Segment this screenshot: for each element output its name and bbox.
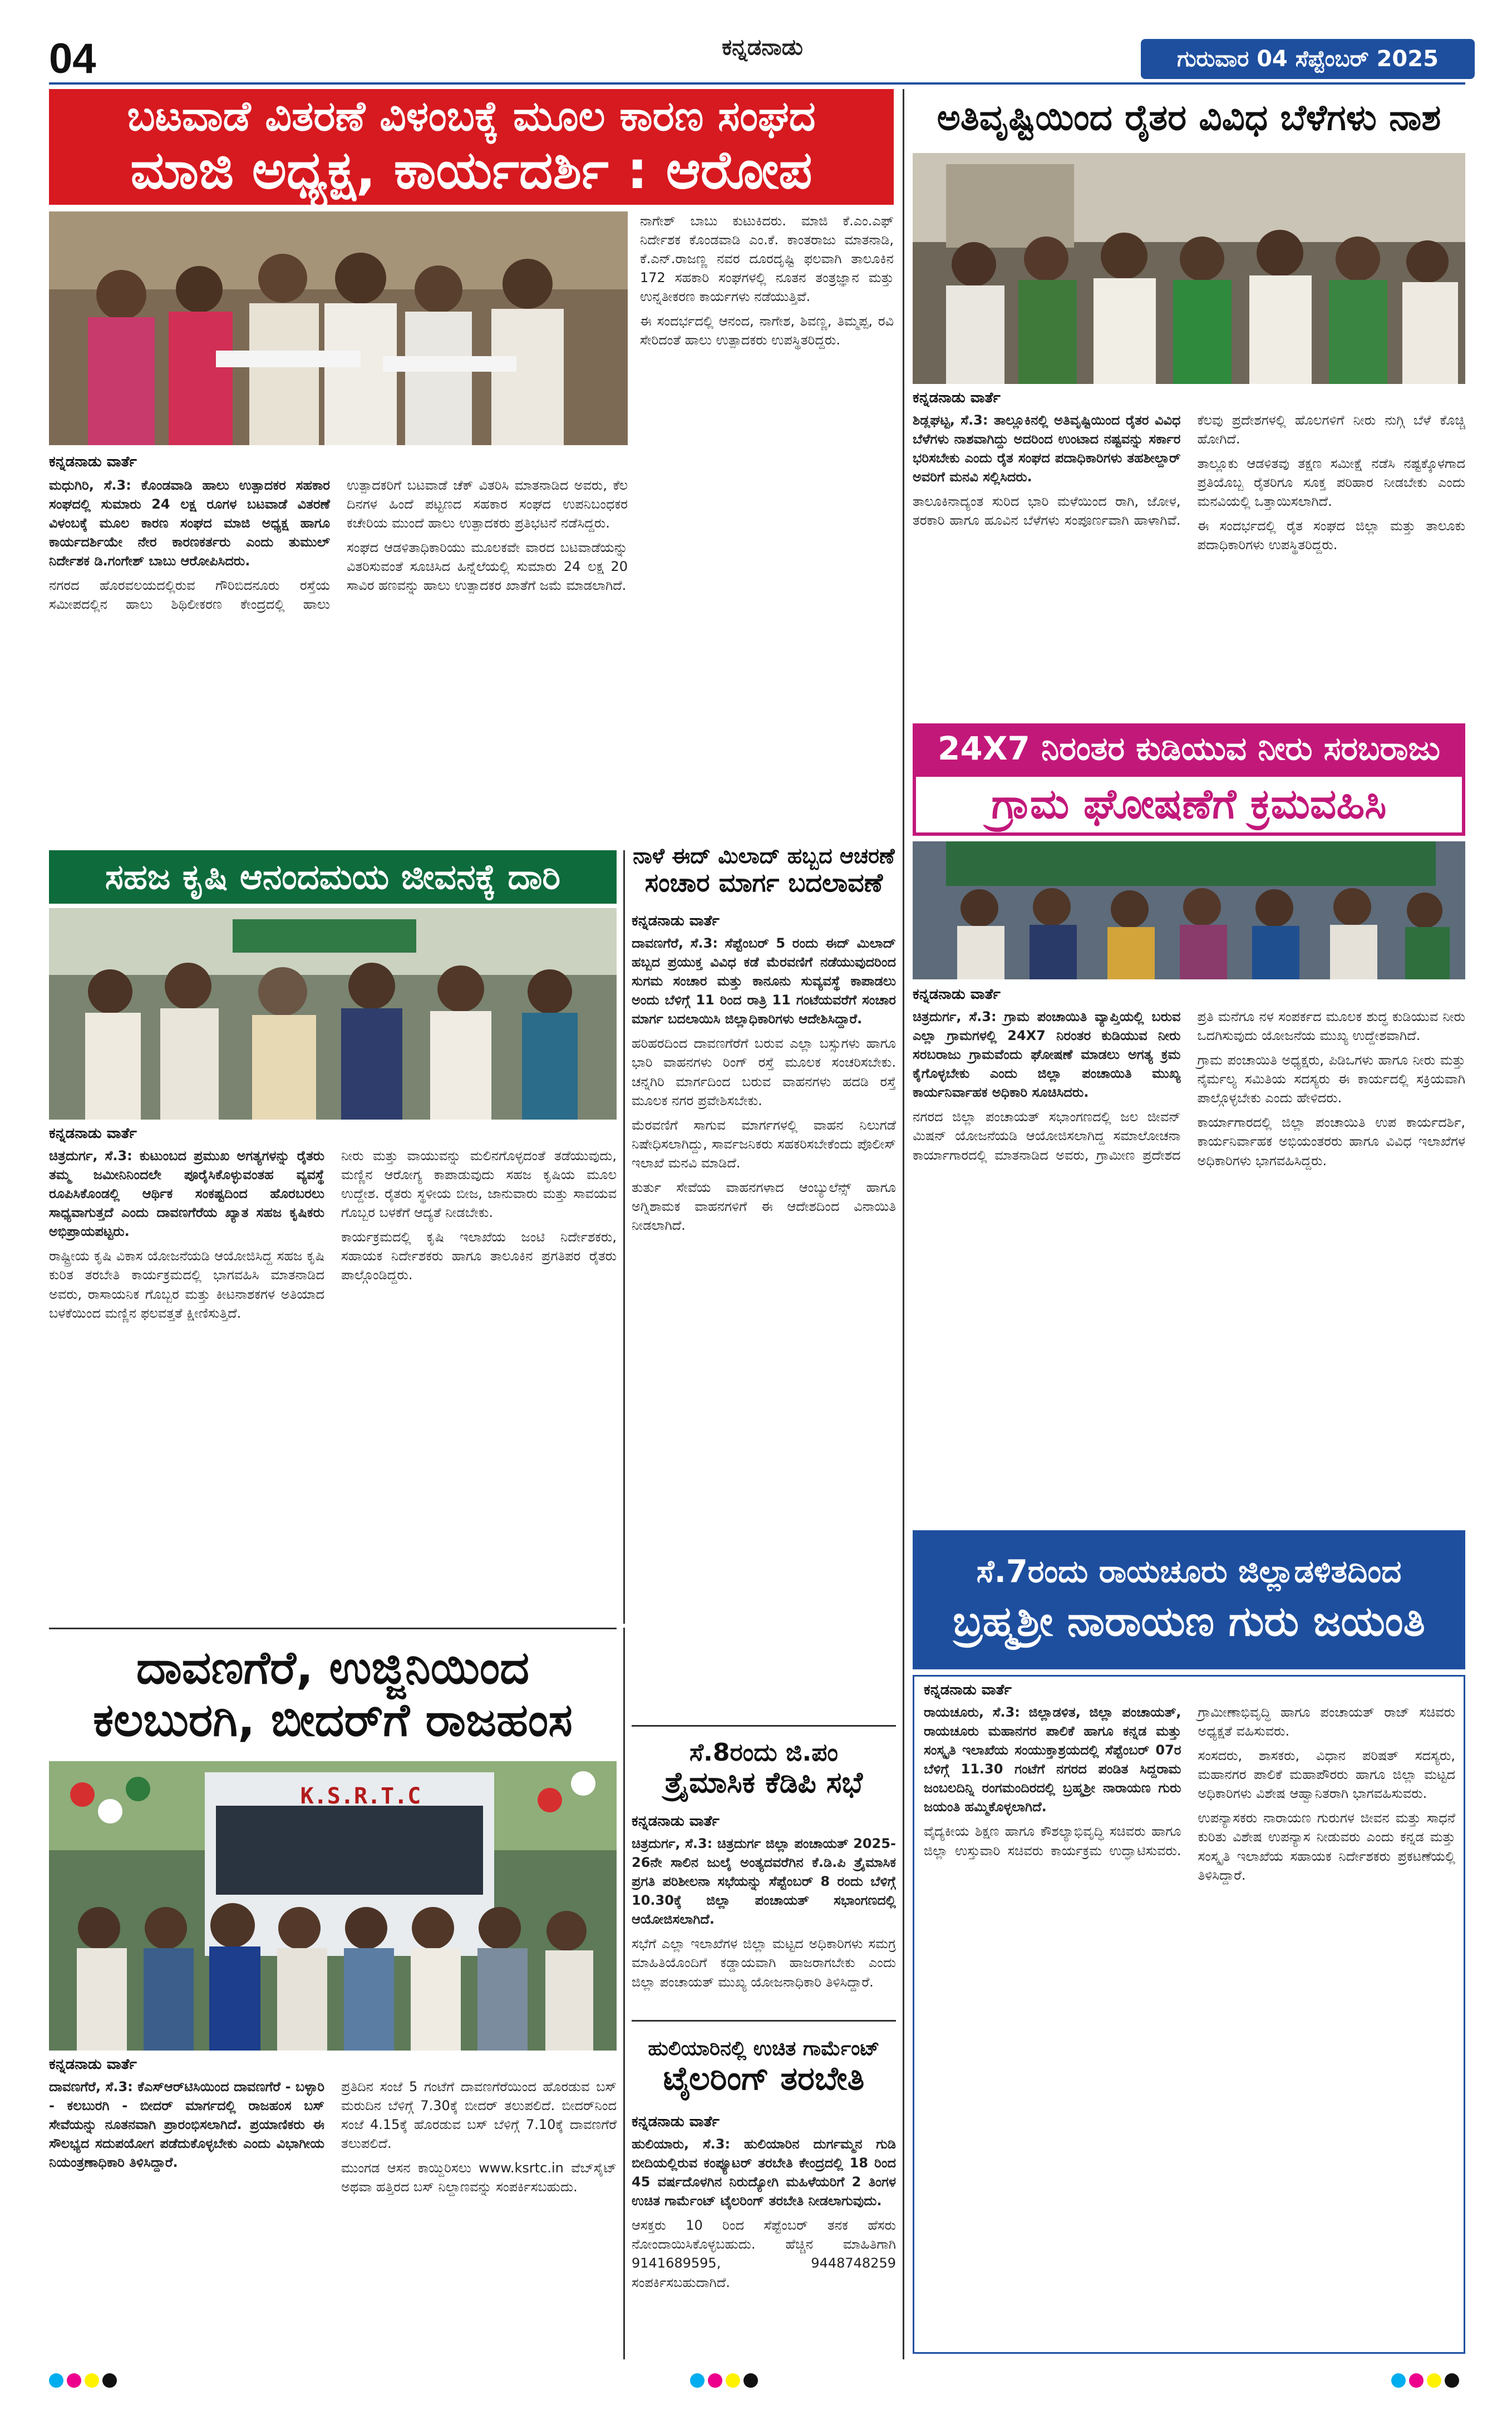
yellow-mark-icon [85, 2373, 99, 2388]
narayana-paragraph: ಸಂಸದರು, ಶಾಸಕರು, ವಿಧಾನ ಪರಿಷತ್ ಸದಸ್ಯರು, ಮಹಾನಗರ ಪಾಲಿಕೆ ಮಹಾಪೌರರು ಹಾಗೂ ಜಿಲ್ಲಾ ಮಟ್ಟದ ಅಧಿಕಾರಿಗಳು ವಿಶೇಷ ಆಹ್ವಾನಿತರಾಗಿ ಭಾಗವಹಿಸುವರು. [1198, 1748, 1455, 1802]
kdp-headline-box [632, 1731, 896, 1808]
tailoring-paragraph: ಹುಲಿಯಾರು, ಸೆ.3: ಹುಲಿಯಾರಿನ ದುರ್ಗಮ್ಮನ ಗುಡಿ ಬೀದಿಯಲ್ಲಿರುವ ಕಂಪ್ಯೂಟರ್ ತರಬೇತಿ ಕೇಂದ್ರದಲ್ಲಿ 18 ರಿಂದ 45 ವರ್ಷದೊಳಗಿನ ನಿರುದ್ಯೋಗಿ ಮಹಿಳೆಯರಿಗೆ 2 ತಿಂಗಳ ಉಚಿತ ಗಾರ್ಮೆಂಟ್ ಟೈಲರಿಂಗ್ ತರಬೇತಿ ನೀಡಲಾಗುವುದು. [632, 2136, 896, 2209]
column-divider [623, 1628, 625, 2359]
page-number: 04 [49, 35, 96, 82]
kdp-paragraph: ಸಭೆಗೆ ಎಲ್ಲಾ ಇಲಾಖೆಗಳ ಜಿಲ್ಲಾ ಮಟ್ಟದ ಅಧಿಕಾರಿಗಳು ಸಮಗ್ರ ಮಾಹಿತಿಯೊಂದಿಗೆ ಕಡ್ಡಾಯವಾಗಿ ಹಾಜರಾಗಬೇಕು ಎಂದು ಜಿಲ್ಲಾ ಪಂಚಾಯತ್ ಮುಖ್ಯ ಯೋಜನಾಧಿಕಾರಿ ತಿಳಿಸಿದ್ದಾರೆ. [632, 1936, 896, 1990]
magenta-mark-icon [1409, 2373, 1424, 2388]
water-paragraph: ಚಿತ್ರದುರ್ಗ, ಸೆ.3: ಗ್ರಾಮ ಪಂಚಾಯಿತಿ ವ್ಯಾಪ್ತಿಯಲ್ಲಿ ಬರುವ ಎಲ್ಲಾ ಗ್ರಾಮಗಳಲ್ಲಿ 24X7 ನಿರಂತರ ಕುಡಿಯುವ ನೀರು ಸರಬರಾಜು ಗ್ರಾಮವೆಂದು ಘೋಷಣೆ ಮಾಡಲು ಅಗತ್ಯ ಕ್ರಮ ಕೈಗೊಳ್ಳಬೇಕು ಎಂದು ಜಿಲ್ಲಾ ಪಂಚಾಯಿತಿ ಮುಖ್ಯ ಕಾರ್ಯನಿರ್ವಾಹಕ ಅಧಿಕಾರಿ ಸೂಚಿಸಿದರು. [913, 1009, 1181, 1101]
narayana-headline-line1: ಸೆ.7ರಂದು ರಾಯಚೂರು ಜಿಲ್ಲಾಡಳಿತದಿಂದ [976, 1554, 1402, 1590]
registration-marks-right [1391, 2373, 1462, 2390]
narayana-byline: ಕನ್ನಡನಾಡು ವಾರ್ತೆ [924, 1682, 1012, 1698]
milk-headline-line1: ಬಟವಾಡೆ ವಿತರಣೆ ವಿಳಂಬಕ್ಕೆ ಮೂಲ ಕಾರಣ ಸಂಘದ [127, 92, 816, 141]
registration-marks-center [690, 2373, 761, 2390]
rain-byline: ಕನ್ನಡನಾಡು ವಾರ್ತೆ [913, 390, 1001, 406]
eid-paragraph: ಮೆರವಣಿಗೆ ಸಾಗುವ ಮಾರ್ಗಗಳಲ್ಲಿ ವಾಹನ ನಿಲುಗಡೆ ನಿಷೇಧಿಸಲಾಗಿದ್ದು, ಸಾರ್ವಜನಿಕರು ಸಹಕರಿಸಬೇಕೆಂದು ಪೊಲೀಸ್ ಇಲಾಖೆ ಮನವಿ ಮಾಡಿದೆ. [632, 1117, 896, 1171]
farming-paragraph: ನೀರು ಮತ್ತು ವಾಯುವನ್ನು ಮಲಿನಗೊಳ್ಳದಂತೆ ತಡೆಯುವುದು, ಮಣ್ಣಿನ ಆರೋಗ್ಯ ಕಾಪಾಡುವುದು ಸಹಜ ಕೃಷಿಯ ಮೂಲ ಉದ್ದೇಶ. ರೈತರು ಸ್ಥಳೀಯ ಬೀಜ, ಜಾನುವಾರು ಮತ್ತು ಸಾವಯವ ಗೊಬ್ಬರ ಬಳಕೆಗೆ ಆದ್ಯತೆ ನೀಡಬೇಕು. [341, 1148, 617, 1221]
tailoring-headline-line1: ಹುಲಿಯಾರಿನಲ್ಲಿ ಉಚಿತ ಗಾರ್ಮೆಂಟ್ [648, 2037, 880, 2060]
eid-headline-line1: ನಾಳೆ ಈದ್ ಮಿಲಾದ್ ಹಬ್ಬದ ಆಚರಣೆ [633, 843, 895, 868]
eid-headline-box [632, 835, 896, 907]
bus-photo [49, 1761, 617, 2051]
narayana-headline-line2: ಬ್ರಹ್ಮಶ್ರೀ ನಾರಾಯಣ ಗುರು ಜಯಂತಿ [953, 1597, 1425, 1645]
date-banner [1141, 39, 1475, 79]
tailoring-paragraph: ಆಸಕ್ತರು 10 ರಿಂದ ಸೆಪ್ಟೆಂಬರ್ ತನಕ ಹೆಸರು ನೋಂದಾಯಿಸಿಕೊಳ್ಳಬಹುದು. ಹೆಚ್ಚಿನ ಮಾಹಿತಿಗಾಗಿ 9141689595, 9448748259 ಸಂಪರ್ಕಿಸಬಹುದಾಗಿದೆ. [632, 2217, 896, 2290]
milk-headline-box [49, 89, 894, 205]
milk-paragraph: ಮಧುಗಿರಿ, ಸೆ.3: ಕೊಂಡವಾಡಿ ಹಾಲು ಉತ್ಪಾದಕರ ಸಹಕಾರ ಸಂಘದಲ್ಲಿ ಸುಮಾರು 24 ಲಕ್ಷ ರೂಗಳ ಬಟವಾಡೆ ವಿತರಣೆ ವಿಳಂಬಕ್ಕೆ ಮೂಲ ಕಾರಣ ಸಂಘದ ಮಾಜಿ ಅಧ್ಯಕ್ಷ ಹಾಗೂ ಕಾರ್ಯದರ್ಶಿಯೇ ನೇರ ಕಾರಣಕರ್ತರು ಎಂದು ತುಮುಲ್ ನಿರ್ದೇಶಕ ಡಿ.ಗಂಗೇಶ್ ಬಾಬು ಆರೋಪಿಸಿದರು. [49, 477, 330, 569]
water-paragraph: ಗ್ರಾಮ ಪಂಚಾಯಿತಿ ಅಧ್ಯಕ್ಷರು, ಪಿಡಿಒಗಳು ಹಾಗೂ ನೀರು ಮತ್ತು ನೈರ್ಮಲ್ಯ ಸಮಿತಿಯ ಸದಸ್ಯರು ಈ ಕಾರ್ಯದಲ್ಲಿ ಸಕ್ರಿಯವಾಗಿ ಪಾಲ್ಗೊಳ್ಳಬೇಕು ಎಂದು ಹೇಳಿದರು. [1197, 1052, 1465, 1106]
water-headline-line1: 24X7 ನಿರಂತರ ಕುಡಿಯುವ ನೀರು ಸರಬರಾಜು [913, 723, 1465, 773]
kdp-byline: ಕನ್ನಡನಾಡು ವಾರ್ತೆ [632, 1813, 720, 1830]
yellow-mark-icon [1427, 2373, 1441, 2388]
farming-paragraph: ಚಿತ್ರದುರ್ಗ, ಸೆ.3: ಕುಟುಂಬದ ಪ್ರಮುಖ ಅಗತ್ಯಗಳನ್ನು ರೈತರು ತಮ್ಮ ಜಮೀನಿನಿಂದಲೇ ಪೂರೈಸಿಕೊಳ್ಳುವಂತಹ ವ್ಯವಸ್ಥೆ ರೂಪಿಸಿಕೊಂಡಲ್ಲಿ ಆರ್ಥಿಕ ಸಂಕಷ್ಟದಿಂದ ಹೊರಬರಲು ಸಾಧ್ಯವಾಗುತ್ತದೆ ಎಂದು ದಾವಣಗೆರೆಯ ಖ್ಯಾತ ಸಹಜ ಕೃಷಿಕರು ಅಭಿಪ್ರಾಯಪಟ್ಟರು. [49, 1148, 324, 1240]
bus-sign: K.S.R.T.C [300, 1783, 421, 1809]
magenta-mark-icon [67, 2373, 81, 2388]
bus-body [49, 2077, 617, 2353]
column-divider [623, 850, 625, 1624]
registration-marks-left [49, 2373, 120, 2390]
rain-paragraph: ತಾಲೂಕಿನಾದ್ಯಂತ ಸುರಿದ ಭಾರಿ ಮಳೆಯಿಂದ ರಾಗಿ, ಜೋಳ, ತರಕಾರಿ ಹಾಗೂ ಹೂವಿನ ಬೆಳೆಗಳು ಸಂಪೂರ್ಣವಾಗಿ ಹಾಳಾಗಿವೆ. ಕೆಲವು ಪ್ರದೇಶಗಳಲ್ಲಿ ಹೊಲಗಳಿಗೆ ನೀರು ನುಗ್ಗಿ ಬೆಳೆ ಕೊಚ್ಚಿ ಹೋಗಿದೆ. [913, 412, 1465, 529]
black-mark-icon [102, 2373, 117, 2388]
eid-headline-line2: ಸಂಚಾರ ಮಾರ್ಗ ಬದಲಾವಣೆ [644, 868, 883, 898]
rain-paragraph: ಶಿಡ್ಲಘಟ್ಟ, ಸೆ.3: ತಾಲ್ಲೂಕಿನಲ್ಲಿ ಅತಿವೃಷ್ಟಿಯಿಂದ ರೈತರ ವಿವಿಧ ಬೆಳೆಗಳು ನಾಶವಾಗಿದ್ದು ಅದರಿಂದ ಉಂಟಾದ ನಷ್ಟವನ್ನು ಸರ್ಕಾರ ಭರಿಸಬೇಕು ಎಂದು ರೈತ ಸಂಘದ ಪದಾಧಿಕಾರಿಗಳು ತಹಶೀಲ್ದಾರ್ ಅವರಿಗೆ ಮನವಿ ಸಲ್ಲಿಸಿದರು. [913, 412, 1181, 485]
water-body [913, 1007, 1465, 1525]
eid-body [632, 934, 896, 1729]
tailoring-byline: ಕನ್ನಡನಾಡು ವಾರ್ತೆ [632, 2113, 720, 2130]
milk-paragraph: ನಗರದ ಹೊರವಲಯದಲ್ಲಿರುವ ಗೌರಿಬಿದನೂರು ರಸ್ತೆಯ ಸಮೀಪದಲ್ಲಿನ ಹಾಲು ಶಿಥಿಲೀಕರಣ ಕೇಂದ್ರದಲ್ಲಿ ಹಾಲು ಉತ್ಪಾದಕರಿಗೆ ಬಟವಾಡೆ ಚೆಕ್ ವಿತರಿಸಿ ಮಾತನಾಡಿದ ಅವರು, ಕೆಲ ದಿನಗಳ ಹಿಂದೆ ಪಟ್ಟಣದ ಸಹಕಾರ ಸಂಘದ ಉಪನಿಬಂಧಕರ ಕಚೇರಿಯ ಮುಂದೆ ಹಾಲು ಉತ್ಪಾದಕರು ಪ್ರತಿಭಟನೆ ನಡೆಸಿದ್ದರು. [49, 477, 628, 613]
narayana-body [924, 1703, 1455, 2348]
narayana-headline-box [913, 1530, 1465, 1669]
yellow-mark-icon [726, 2373, 740, 2388]
bus-paragraph: ದಾವಣಗೆರೆ, ಸೆ.3: ಕೆಎಸ್‌ಆರ್‌ಟಿಸಿಯಿಂದ ದಾವಣಗೆರೆ - ಬಳ್ಳಾರಿ - ಕಲಬುರಗಿ - ಬೀದರ್ ಮಾರ್ಗದಲ್ಲಿ ರಾಜಹಂಸ ಬಸ್ ಸೇವೆಯನ್ನು ನೂತನವಾಗಿ ಪ್ರಾರಂಭಿಸಲಾಗಿದೆ. ಪ್ರಯಾಣಿಕರು ಈ ಸೌಲಭ್ಯದ ಸದುಪಯೋಗ ಪಡೆದುಕೊಳ್ಳಬೇಕು ಎಂದು ವಿಭಾಗೀಯ ನಿಯಂತ್ರಣಾಧಿಕಾರಿ ತಿಳಿಸಿದ್ದಾರೆ. [49, 2079, 324, 2171]
farming-headline: ಸಹಜ ಕೃಷಿ ಆನಂದಮಯ ಜೀವನಕ್ಕೆ ದಾರಿ [49, 850, 617, 904]
magenta-mark-icon [708, 2373, 722, 2388]
rain-body [913, 411, 1465, 722]
header-rule [49, 82, 1465, 85]
tailoring-body [632, 2135, 896, 2354]
water-photo [913, 841, 1465, 979]
section-rule [632, 2020, 896, 2022]
rain-paragraph: ತಾಲ್ಲೂಕು ಆಡಳಿತವು ತಕ್ಷಣ ಸಮೀಕ್ಷೆ ನಡೆಸಿ ನಷ್ಟಕ್ಕೊಳಗಾದ ಪ್ರತಿಯೊಬ್ಬ ರೈತರಿಗೂ ಸೂಕ್ತ ಪರಿಹಾರ ನೀಡಬೇಕು ಎಂದು ಮನವಿಯಲ್ಲಿ ಒತ್ತಾಯಿಸಲಾಗಿದೆ. [1197, 456, 1465, 510]
bus-headline-line2: ಕಲಬುರಗಿ, ಬೀದರ್‌ಗೆ ರಾಜಹಂಸ [93, 1694, 573, 1747]
farming-body [49, 1146, 617, 1625]
kdp-paragraph: ಚಿತ್ರದುರ್ಗ, ಸೆ.3: ಚಿತ್ರದುರ್ಗ ಜಿಲ್ಲಾ ಪಂಚಾಯತ್ 2025-26ನೇ ಸಾಲಿನ ಜುಲೈ ಅಂತ್ಯದವರೆಗಿನ ಕೆ.ಡಿ.ಪಿ ತ್ರೈಮಾಸಿಕ ಪ್ರಗತಿ ಪರಿಶೀಲನಾ ಸಭೆಯನ್ನು ಸೆಪ್ಟೆಂಬರ್ 8 ರಂದು ಬೆಳಿಗ್ಗೆ 10.30ಕ್ಕೆ ಜಿಲ್ಲಾ ಪಂಚಾಯತ್ ಸಭಾಂಗಣದಲ್ಲಿ ಆಯೋಜಿಸಲಾಗಿದೆ. [632, 1836, 896, 1928]
milk-paragraph: ಈ ಸಂದರ್ಭದಲ್ಲಿ ಆನಂದ, ನಾಗೇಶ, ಶಿವಣ್ಣ, ತಿಮ್ಮಪ್ಪ, ರವಿ ಸೇರಿದಂತೆ ಹಾಲು ಉತ್ಪಾದಕರು ಉಪಸ್ಥಿತರಿದ್ದರು. [640, 313, 894, 348]
milk-byline: ಕನ್ನಡನಾಡು ವಾರ್ತೆ [49, 454, 137, 470]
farming-byline: ಕನ್ನಡನಾಡು ವಾರ್ತೆ [49, 1125, 137, 1142]
milk-paragraph: ಸಂಘದ ಆಡಳಿತಾಧಿಕಾರಿಯು ಮೂಲಕವೇ ವಾರದ ಬಟವಾಡೆಯನ್ನು ವಿತರಿಸುವಂತೆ ಸೂಚಿಸಿದ ಹಿನ್ನೆಲೆಯಲ್ಲಿ ಸುಮಾರು 24 ಲಕ್ಷ 20 ಸಾವಿರ ಹಣವನ್ನು ಹಾಲು ಉತ್ಪಾದಕರ ಖಾತೆಗೆ ಜಮೆ ಮಾಡಲಾಗಿದೆ. [347, 540, 628, 594]
water-paragraph: ನಗರದ ಜಿಲ್ಲಾ ಪಂಚಾಯತ್ ಸಭಾಂಗಣದಲ್ಲಿ ಜಲ ಜೀವನ್ ಮಿಷನ್ ಯೋಜನೆಯಡಿ ಆಯೋಜಿಸಲಾಗಿದ್ದ ಸಮಾಲೋಚನಾ ಕಾರ್ಯಾಗಾರದಲ್ಲಿ ಮಾತನಾಡಿದ ಅವರು, ಗ್ರಾಮೀಣ ಪ್ರದೇಶದ ಪ್ರತಿ ಮನೆಗೂ ನಳ ಸಂಪರ್ಕದ ಮೂಲಕ ಶುದ್ಧ ಕುಡಿಯುವ ನೀರು ಒದಗಿಸುವುದು ಯೋಜನೆಯ ಮುಖ್ಯ ಉದ್ದೇಶವಾಗಿದೆ. [913, 1009, 1465, 1163]
narayana-paragraph: ವೈದ್ಯಕೀಯ ಶಿಕ್ಷಣ ಹಾಗೂ ಕೌಶಲ್ಯಾಭಿವೃದ್ಧಿ ಸಚಿವರು ಹಾಗೂ ಜಿಲ್ಲಾ ಉಸ್ತುವಾರಿ ಸಚಿವರು ಕಾರ್ಯಕ್ರಮ ಉದ್ಘಾಟಿಸುವರು. ಗ್ರಾಮೀಣಾಭಿವೃದ್ಧಿ ಹಾಗೂ ಪಂಚಾಯತ್ ರಾಜ್ ಸಚಿವರು ಅಧ್ಯಕ್ಷತೆ ವಹಿಸುವರು. [924, 1704, 1455, 1859]
farming-paragraph: ಕಾರ್ಯಕ್ರಮದಲ್ಲಿ ಕೃಷಿ ಇಲಾಖೆಯ ಜಂಟಿ ನಿರ್ದೇಶಕರು, ಸಹಾಯಕ ನಿರ್ದೇಶಕರು ಹಾಗೂ ತಾಲೂಕಿನ ಪ್ರಗತಿಪರ ರೈತರು ಪಾಲ್ಗೊಂಡಿದ್ದರು. [341, 1229, 617, 1283]
water-paragraph: ಕಾರ್ಯಾಗಾರದಲ್ಲಿ ಜಿಲ್ಲಾ ಪಂಚಾಯಿತಿ ಉಪ ಕಾರ್ಯದರ್ಶಿ, ಕಾರ್ಯನಿರ್ವಾಹಕ ಅಭಿಯಂತರರು ಹಾಗೂ ವಿವಿಧ ಇಲಾಖೆಗಳ ಅಧಿಕಾರಿಗಳು ಭಾಗವಹಿಸಿದ್ದರು. [1197, 1115, 1465, 1169]
rain-paragraph: ಈ ಸಂದರ್ಭದಲ್ಲಿ ರೈತ ಸಂಘದ ಜಿಲ್ಲಾ ಮತ್ತು ತಾಲೂಕು ಪದಾಧಿಕಾರಿಗಳು ಉಪಸ್ಥಿತರಿದ್ದರು. [1197, 518, 1465, 553]
farming-photo [49, 908, 617, 1120]
bus-headline-box [49, 1633, 617, 1756]
column-divider [903, 89, 904, 2359]
cyan-mark-icon [1391, 2373, 1406, 2388]
milk-body-right [640, 211, 894, 846]
section-rule [632, 1725, 896, 1727]
date-text: ಗುರುವಾರ 04 ಸೆಪ್ಟೆಂಬರ್ 2025 [1177, 46, 1439, 72]
milk-body-left [49, 476, 628, 846]
cyan-mark-icon [690, 2373, 705, 2388]
bus-byline: ಕನ್ನಡನಾಡು ವಾರ್ತೆ [49, 2056, 137, 2073]
bus-headline-line1: ದಾವಣಗೆರೆ, ಉಜ್ಜಿನಿಯಿಂದ [136, 1641, 530, 1694]
cyan-mark-icon [49, 2373, 63, 2388]
kdp-body [632, 1834, 896, 2018]
eid-paragraph: ದಾವಣಗೆರೆ, ಸೆ.3: ಸೆಪ್ಟೆಂಬರ್ 5 ರಂದು ಈದ್ ಮಿಲಾದ್ ಹಬ್ಬದ ಪ್ರಯುಕ್ತ ವಿವಿಧ ಕಡೆ ಮೆರವಣಿಗೆ ನಡೆಯುವುದರಿಂದ ಸುಗಮ ಸಂಚಾರ ಮತ್ತು ಕಾನೂನು ಸುವ್ಯವಸ್ಥೆ ಕಾಪಾಡಲು ಅಂದು ಬೆಳಿಗ್ಗೆ 11 ರಿಂದ ರಾತ್ರಿ 11 ಗಂಟೆಯವರೆಗೆ ಸಂಚಾರ ಮಾರ್ಗ ಬದಲಾಯಿಸಿ ಜಿಲ್ಲಾಧಿಕಾರಿಗಳು ಆದೇಶಿಸಿದ್ದಾರೆ. [632, 935, 896, 1027]
milk-photo [49, 211, 628, 445]
eid-paragraph: ತುರ್ತು ಸೇವೆಯ ವಾಹನಗಳಾದ ಆಂಬ್ಯುಲೆನ್ಸ್ ಹಾಗೂ ಅಗ್ನಿಶಾಮಕ ವಾಹನಗಳಿಗೆ ಈ ಆದೇಶದಿಂದ ವಿನಾಯಿತಿ ನೀಡಲಾಗಿದೆ. [632, 1179, 896, 1234]
narayana-paragraph: ಉಪನ್ಯಾಸಕರು ನಾರಾಯಣ ಗುರುಗಳ ಜೀವನ ಮತ್ತು ಸಾಧನೆ ಕುರಿತು ವಿಶೇಷ ಉಪನ್ಯಾಸ ನೀಡುವರು ಎಂದು ಕನ್ನಡ ಮತ್ತು ಸಂಸ್ಕೃತಿ ಇಲಾಖೆಯ ಸಹಾಯಕ ನಿರ್ದೇಶಕರು ಪ್ರಕಟಣೆಯಲ್ಲಿ ತಿಳಿಸಿದ್ದಾರೆ. [1198, 1810, 1455, 1883]
rain-photo [913, 153, 1465, 384]
tailoring-headline-line2: ಟೈಲರಿಂಗ್ ತರಬೇತಿ [663, 2059, 865, 2098]
kdp-headline-line2: ತ್ರೈಮಾಸಿಕ ಕೆಡಿಪಿ ಸಭೆ [664, 1766, 863, 1800]
eid-paragraph: ಹರಿಹರದಿಂದ ದಾವಣಗೆರೆಗೆ ಬರುವ ಎಲ್ಲಾ ಬಸ್ಸುಗಳು ಹಾಗೂ ಭಾರಿ ವಾಹನಗಳು ರಿಂಗ್ ರಸ್ತೆ ಮೂಲಕ ಸಂಚರಿಸಬೇಕು. ಚನ್ನಗಿರಿ ಮಾರ್ಗದಿಂದ ಬರುವ ವಾಹನಗಳು ಹದಡಿ ರಸ್ತೆ ಮೂಲಕ ನಗರ ಪ್ರವೇಶಿಸಬೇಕು. [632, 1036, 896, 1108]
kdp-headline-line1: ಸೆ.8ರಂದು ಜಿ.ಪಂ [689, 1738, 838, 1767]
black-mark-icon [1445, 2373, 1459, 2388]
milk-headline-line2: ಮಾಜಿ ಅಧ್ಯಕ್ಷ, ಕಾರ್ಯದರ್ಶಿ : ಆರೋಪ [130, 140, 812, 201]
masthead-logo: ಕನ್ನಡನಾಡು [722, 35, 803, 60]
milk-paragraph: ನಾಗೇಶ್ ಬಾಬು ಕುಟುಕಿದರು. ಮಾಜಿ ಕೆ.ಎಂ.ಎಫ್ ನಿರ್ದೇಶಕ ಕೊಂಡವಾಡಿ ಎಂ.ಕೆ. ಕಾಂತರಾಜು ಮಾತನಾಡಿ, ಕೆ.ಎನ್.ರಾಜಣ್ಣ ನವರ ದೂರದೃಷ್ಟಿ ಫಲವಾಗಿ ತಾಲೂಕಿನ 172 ಸಹಕಾರಿ ಸಂಘಗಳಲ್ಲಿ ನೂತನ ತಂತ್ರಜ್ಞಾನ ಮತ್ತು ಉನ್ನತೀಕರಣ ಕಾರ್ಯಗಳು ನಡೆಯುತ್ತಿವೆ. [640, 213, 894, 305]
tailoring-headline-box [632, 2025, 896, 2109]
bus-paragraph: ಪ್ರತಿದಿನ ಸಂಜೆ 5 ಗಂಟೆಗೆ ದಾವಣಗೆರೆಯಿಂದ ಹೊರಡುವ ಬಸ್ ಮರುದಿನ ಬೆಳಿಗ್ಗೆ 7.30ಕ್ಕೆ ಬೀದರ್ ತಲುಪಲಿದೆ. ಬೀದರ್‌ನಿಂದ ಸಂಜೆ 4.15ಕ್ಕೆ ಹೊರಡುವ ಬಸ್ ಬೆಳಿಗ್ಗೆ 7.10ಕ್ಕೆ ದಾವಣಗೆರೆ ತಲುಪಲಿದೆ. [341, 2079, 617, 2152]
black-mark-icon [743, 2373, 758, 2388]
section-rule [49, 1628, 617, 1629]
bus-paragraph: ಮುಂಗಡ ಆಸನ ಕಾಯ್ದಿರಿಸಲು www.ksrtc.in ವೆಬ್‌ಸೈಟ್ ಅಥವಾ ಹತ್ತಿರದ ಬಸ್ ನಿಲ್ದಾಣವನ್ನು ಸಂಪರ್ಕಿಸಬಹುದು. [341, 2160, 617, 2195]
narayana-paragraph: ರಾಯಚೂರು, ಸೆ.3: ಜಿಲ್ಲಾಡಳಿತ, ಜಿಲ್ಲಾ ಪಂಚಾಯತ್, ರಾಯಚೂರು ಮಹಾನಗರ ಪಾಲಿಕೆ ಹಾಗೂ ಕನ್ನಡ ಮತ್ತು ಸಂಸ್ಕೃತಿ ಇಲಾಖೆಯ ಸಂಯುಕ್ತಾಶ್ರಯದಲ್ಲಿ ಸೆಪ್ಟೆಂಬರ್ 07ರ ಬೆಳಿಗ್ಗೆ 11.30 ಗಂಟೆಗೆ ನಗರದ ಪಂಡಿತ ಸಿದ್ದರಾಮ ಜಂಬಲದಿನ್ನಿ ರಂಗಮಂದಿರದಲ್ಲಿ ಬ್ರಹ್ಮಶ್ರೀ ನಾರಾಯಣ ಗುರು ಜಯಂತಿ ಹಮ್ಮಿಕೊಳ್ಳಲಾಗಿದೆ. [924, 1704, 1181, 1815]
rain-headline: ಅತಿವೃಷ್ಟಿಯಿಂದ ರೈತರ ವಿವಿಧ ಬೆಳೆಗಳು ನಾಶ [913, 88, 1465, 149]
eid-byline: ಕನ್ನಡನಾಡು ವಾರ್ತೆ [632, 913, 720, 929]
water-byline: ಕನ್ನಡನಾಡು ವಾರ್ತೆ [913, 986, 1001, 1003]
farming-paragraph: ರಾಷ್ಟ್ರೀಯ ಕೃಷಿ ವಿಕಾಸ ಯೋಜನೆಯಡಿ ಆಯೋಜಿಸಿದ್ದ ಸಹಜ ಕೃಷಿ ಕುರಿತ ತರಬೇತಿ ಕಾರ್ಯಕ್ರಮದಲ್ಲಿ ಭಾಗವಹಿಸಿ ಮಾತನಾಡಿದ ಅವರು, ರಾಸಾಯನಿಕ ಗೊಬ್ಬರ ಮತ್ತು ಕೀಟನಾಶಕಗಳ ಅತಿಯಾದ ಬಳಕೆಯಿಂದ ಮಣ್ಣಿನ ಫಲವತ್ತತೆ ಕ್ಷೀಣಿಸುತ್ತಿದೆ. [49, 1248, 324, 1321]
water-headline-line2: ಗ್ರಾಮ ಘೋಷಣೆಗೆ ಕ್ರಮವಹಿಸಿ [913, 773, 1465, 836]
